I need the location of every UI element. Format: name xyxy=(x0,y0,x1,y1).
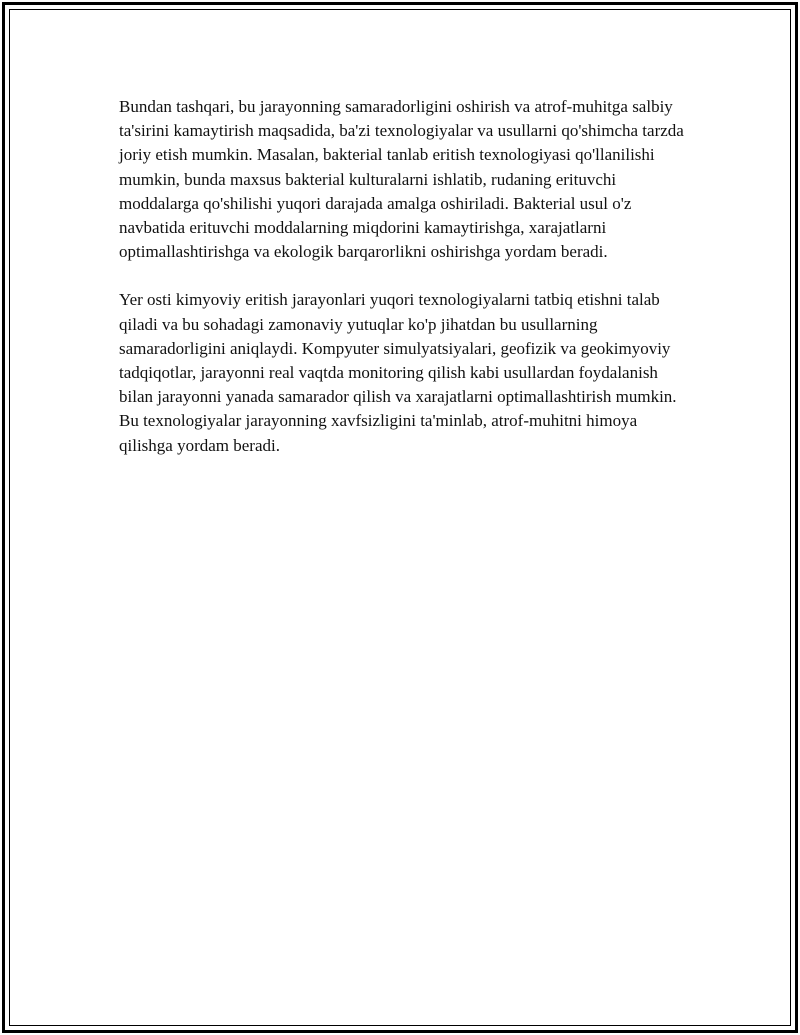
page-frame xyxy=(2,2,798,1033)
paragraph-1: Bundan tashqari, bu jarayonning samaradorligini oshirish va atrof-muhitga salbiy ta'sirini kamaytirish maqsadida, ba'zi texnologiyalar va usullarni qo'shimcha tarzda joriy etish mumkin. Masalan, bakterial tanlab eritish texnologiyasi qo'llanilishi mumkin, bunda maxsus bakterial kulturalarni ishlatib, rudaning erituvchi moddalarga qo'shilishi yuqori darajada amalga oshiriladi. Bakterial usul o'z navbatida erituvchi moddalarning miqdorini kamaytirishga, xarajatlarni optimallashtirishga va ekologik barqarorlikni oshirishga yordam beradi. xyxy=(119,97,684,262)
paragraph-2: Yer osti kimyoviy eritish jarayonlari yuqori texnologiyalarni tatbiq etishni talab qiladi va bu sohadagi zamonaviy yutuqlar ko'p jihatdan bu usullarning samaradorligini aniqlaydi. Kompyuter simulyatsiyalari, geofizik va geokimyoviy tadqiqotlar, jarayonni real vaqtda monitoring qilish kabi usullardan foydalanish bilan jarayonni yanada samarador qilish va xarajatlarni optimallashtirish mumkin. Bu texnologiyalar jarayonning xavfsizligini ta'minlab, atrof-muhitni himoya qilishga yordam beradi. xyxy=(119,290,677,455)
document-body xyxy=(119,95,694,482)
